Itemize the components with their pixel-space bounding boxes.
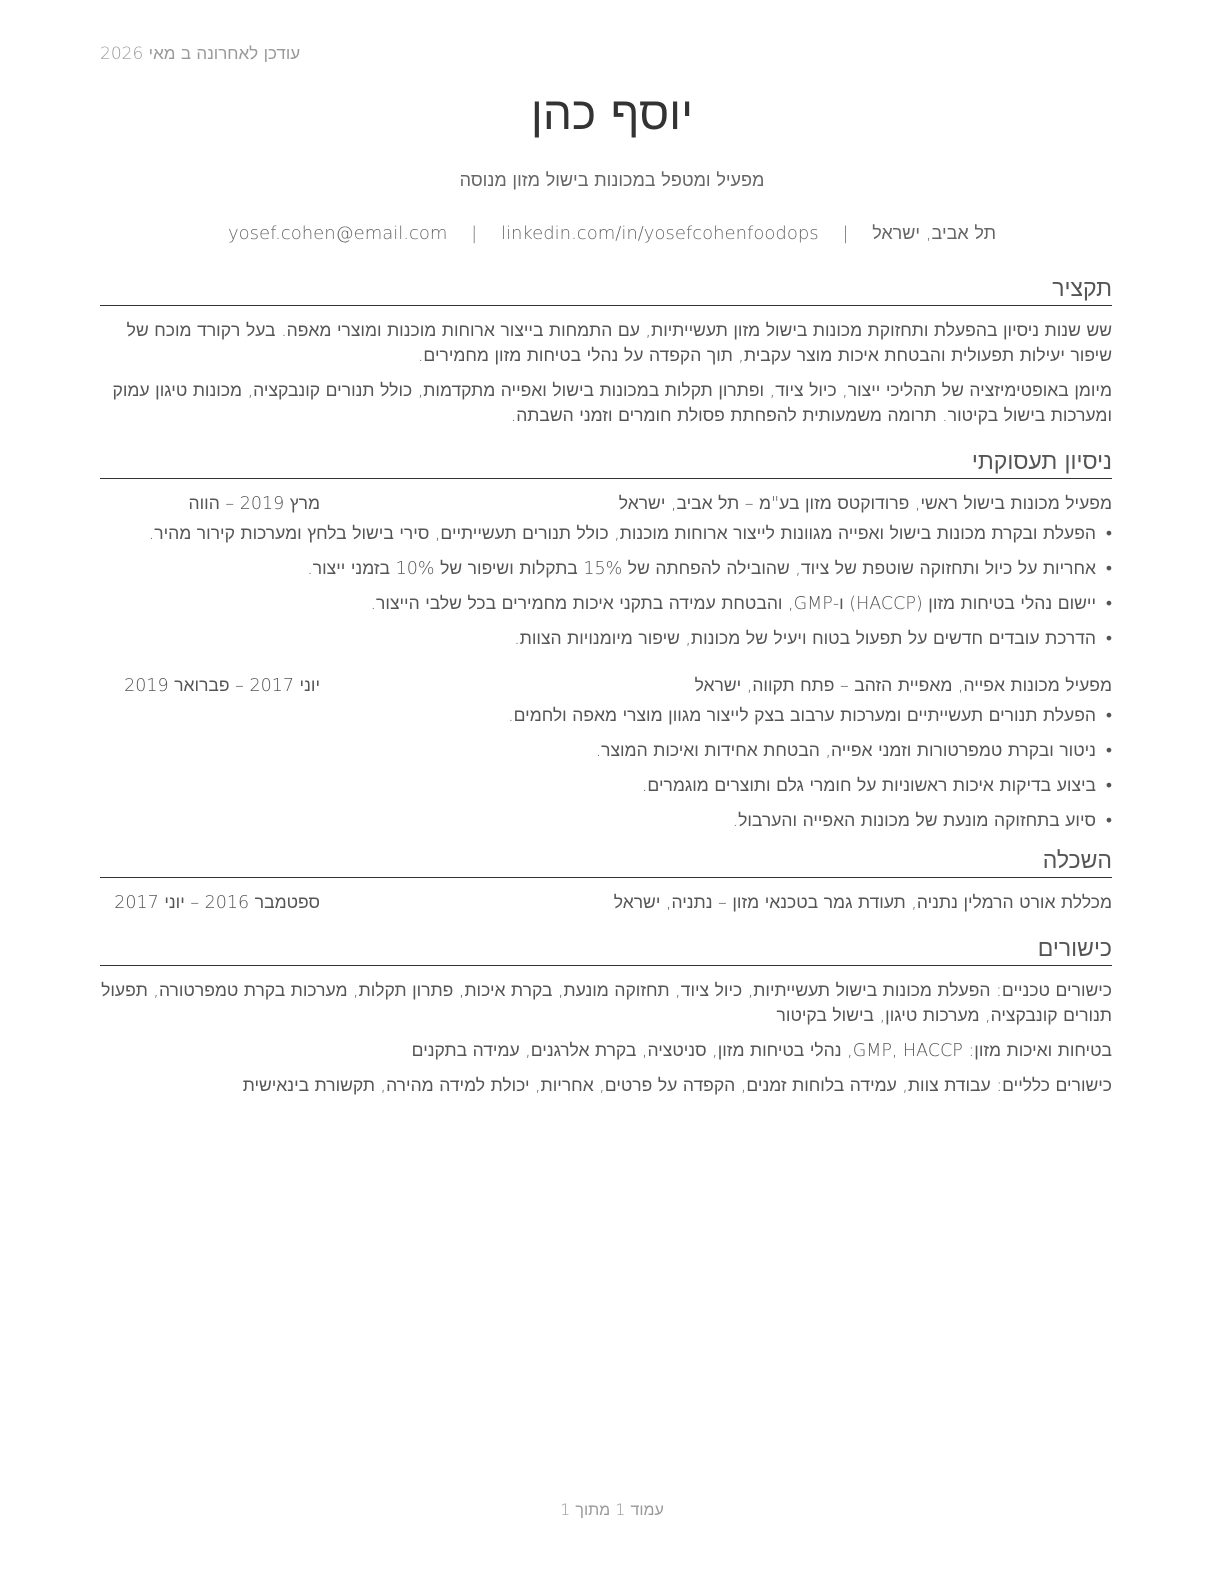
skill-line: כישורים טכניים: הפעלת מכונות בישול תעשייתיות, כיול ציוד, תחזוקה מונעת, בקרת איכות, פתרון תקלות, מערכות בקרת טמפרטורה, תפעול תנורים קונבקציה, מערכות טיגון, בישול בקיטור [101, 981, 1112, 1026]
summary-section [100, 274, 1112, 429]
job-dates: מרץ 2019 – הווה [188, 494, 320, 514]
job-bullets [100, 522, 1112, 652]
job-bullet: • אחריות על כיול ותחזוקה שוטפת של ציוד, שהובילה להפחתה של 15% בתקלות ושיפור של 10% בזמני ייצור. [100, 557, 1112, 582]
contact-separator: | [471, 223, 478, 244]
job-bullet: • הפעלת תנורים תעשייתיים ומערכות ערבוב בצק לייצור מגוון מוצרי מאפה ולחמים. [100, 704, 1112, 729]
job-bullet: • הפעלת ובקרת מכונות בישול ואפייה מגוונות לייצור ארוחות מוכנות, כולל תנורים תעשייתיים, סירי בישול בלחץ ומערכות קירור מהיר. [100, 522, 1112, 547]
job-title: מפעיל מכונות אפייה, מאפיית הזהב – פתח תקווה, ישראל [694, 676, 1112, 696]
job-bullets [100, 704, 1112, 834]
job-entry [100, 492, 1112, 652]
job-header [100, 674, 1112, 699]
experience-heading: ניסיון תעסוקתי [100, 447, 1112, 479]
skill-line: בטיחות ואיכות מזון: GMP, HACCP, נהלי בטיחות מזון, סניטציה, בקרת אלרגנים, עמידה בתקנים [411, 1041, 1112, 1061]
education-heading: השכלה [100, 846, 1112, 878]
summary-heading: תקציר [100, 274, 1112, 306]
summary-paragraph: שש שנות ניסיון בהפעלת ותחזוקת מכונות בישול מזון תעשייתיות, עם התמחות בייצור ארוחות מוכנות ומוצרי מאפה. בעל רקורד מוכח של שיפור יעילות תפעולית והבטחת איכות מוצר עקבית, תוך הקפדה על נהלי בטיחות מזון מחמירים. [126, 321, 1112, 366]
job-dates: יוני 2017 – פברואר 2019 [124, 676, 320, 696]
education-institution: מכללת אורט הרמלין נתניה, תעודת גמר בטכנאי מזון – נתניה, ישראל [613, 893, 1112, 913]
last-updated-note: עודכן לאחרונה ב מאי 2026 [100, 44, 301, 64]
education-entry [100, 891, 1112, 916]
candidate-name: יוסף כהן [530, 86, 694, 140]
experience-section [100, 447, 1112, 834]
job-bullet: • ביצוע בדיקות איכות ראשוניות על חומרי גלם ותוצרים מוגמרים. [100, 774, 1112, 799]
contact-line [0, 223, 1224, 244]
job-title: מפעיל מכונות בישול ראשי, פרודוקטס מזון בע"מ – תל אביב, ישראל [618, 494, 1112, 514]
resume-body [100, 274, 1112, 1109]
job-bullet: • ניטור ובקרת טמפרטורות וזמני אפייה, הבטחת אחידות ואיכות המוצר. [100, 739, 1112, 764]
education-section [100, 846, 1112, 916]
job-bullet: • יישום נהלי בטיחות מזון (HACCP) ו-GMP, והבטחת עמידה בתקני איכות מחמירים בכל שלבי הייצור. [100, 592, 1112, 617]
job-bullet: • סיוע בתחזוקה מונעת של מכונות האפייה והערבול. [100, 809, 1112, 834]
education-dates: ספטמבר 2016 – יוני 2017 [114, 893, 320, 913]
skill-line: כישורים כלליים: עבודת צוות, עמידה בלוחות זמנים, הקפדה על פרטים, אחריות, יכולת למידה מהירה, תקשורת בינאישית [242, 1076, 1112, 1096]
skills-heading: כישורים [100, 934, 1112, 966]
summary-paragraph: מיומן באופטימיזציה של תהליכי ייצור, כיול ציוד, ופתרון תקלות במכונות בישול ואפייה מתקדמות, כולל תנורים קונבקציה, מכונות טיגון עמוק ומערכות בישול בקיטור. תרומה משמעותית להפחתת פסולת חומרים וזמני השבתה. [112, 381, 1112, 426]
skills-section [100, 934, 1112, 1099]
contact-location: תל אביב, ישראל [872, 223, 997, 244]
job-bullet: • הדרכת עובדים חדשים על תפעול בטוח ויעיל של מכונות, שיפור מיומנויות הצוות. [100, 627, 1112, 652]
job-entry [100, 674, 1112, 834]
job-header [100, 492, 1112, 517]
candidate-role: מפעיל ומטפל במכונות בישול מזון מנוסה [459, 170, 765, 191]
contact-separator: | [842, 223, 849, 244]
contact-email[interactable]: yosef.cohen@email.com [227, 223, 448, 244]
contact-linkedin[interactable]: linkedin.com/in/yosefcohenfoodops [500, 223, 819, 244]
page-number: עמוד 1 מתוך 1 [560, 1500, 664, 1519]
